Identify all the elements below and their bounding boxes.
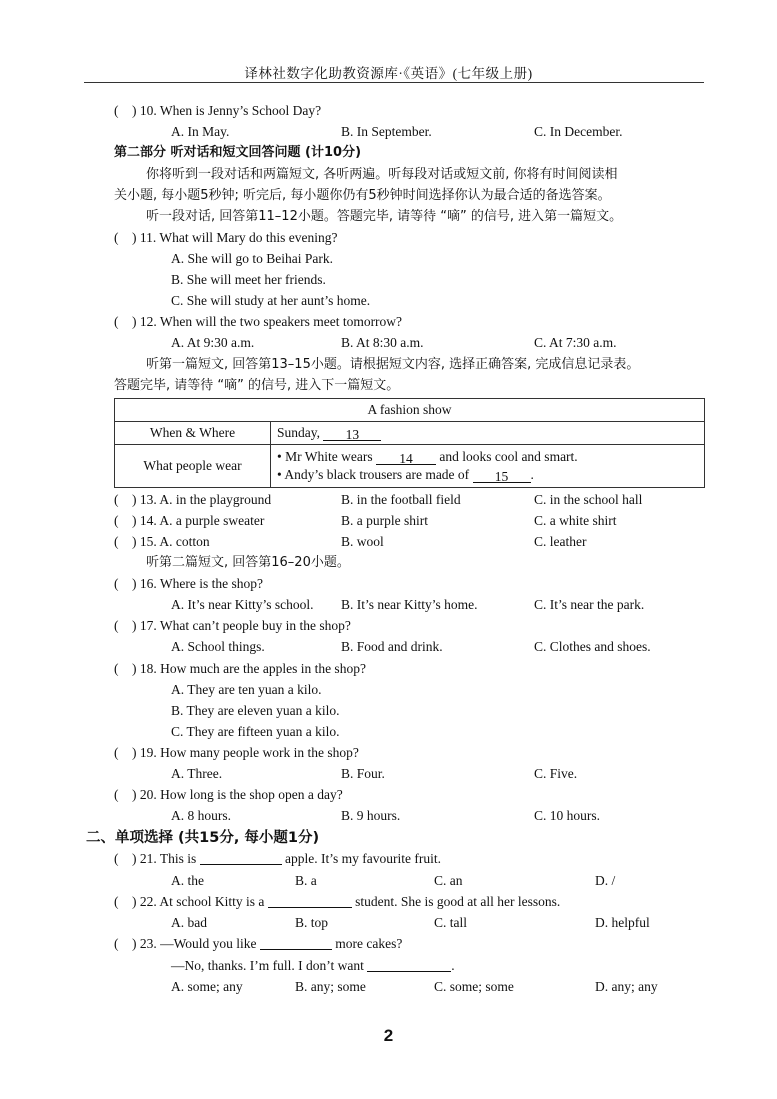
question-19-option-b: B. Four. [341,766,385,781]
answer-blank-23b[interactable] [367,957,451,972]
wear-row2-prefix: • Andy’s black trousers are made of [277,467,470,482]
question-16-option-b: B. It’s near Kitty’s home. [341,597,478,612]
question-18-option-c: C. They are fifteen yuan a kilo. [171,724,340,739]
question-21-option-a: A. the [171,873,204,888]
question-22-option-b: B. top [295,915,329,930]
question-23-line2 [171,957,455,975]
header-divider [84,82,704,83]
question-14-stem: ( ) 14. A. a purple sweater [114,513,265,528]
question-11-option-b: B. She will meet her friends. [171,272,326,287]
question-10-option-c: C. In December. [534,124,623,139]
question-23-line2-suffix: . [451,958,455,973]
question-16-stem: ( ) 16. Where is the shop? [114,576,263,591]
question-20-option-c: C. 10 hours. [534,808,601,823]
when-where-label: When & Where [115,422,271,445]
question-19-stem: ( ) 19. How many people work in the shop? [114,745,359,760]
question-17-option-c: C. Clothes and shoes. [534,639,651,654]
question-12-option-c: C. At 7:30 a.m. [534,335,617,350]
passage1-intro-line2: 答题完毕, 请等待 “嘀” 的信号, 进入下一篇短文。 [114,378,400,393]
answer-blank-23a[interactable] [260,935,332,950]
question-18-option-b: B. They are eleven yuan a kilo. [171,703,340,718]
question-13-stem: ( ) 13. A. in the playground [114,492,272,507]
question-17-stem: ( ) 17. What can’t people buy in the shop? [114,618,351,633]
question-15-option-c: C. leather [534,534,587,549]
question-14-option-b: B. a purple shirt [341,513,428,528]
question-21-option-c: C. an [434,873,463,888]
answer-blank-15[interactable]: 15 [473,468,531,483]
answer-blank-22[interactable] [268,893,352,908]
question-14-option-c: C. a white shirt [534,513,617,528]
question-17-option-a: A. School things. [171,639,265,654]
section2-title: 二、单项选择 (共15分, 每小题1分) [86,830,320,846]
wear-row2-suffix: . [530,467,534,482]
what-people-wear-value [271,445,705,488]
question-16-option-c: C. It’s near the park. [534,597,645,612]
question-12-option-b: B. At 8:30 a.m. [341,335,424,350]
question-10-stem: ( ) 10. When is Jenny’s School Day? [114,103,322,118]
table-title: A fashion show [115,399,705,422]
wear-row1-suffix: and looks cool and smart. [439,449,578,464]
question-11-stem: ( ) 11. What will Mary do this evening? [114,230,338,245]
part2-title: 第二部分 听对话和短文回答问题 (计10分) [114,145,362,160]
question-22-option-d: D. helpful [595,915,650,930]
question-11-option-c: C. She will study at her aunt’s home. [171,293,371,308]
answer-blank-21[interactable] [200,850,282,865]
question-20-option-b: B. 9 hours. [341,808,401,823]
question-20-option-a: A. 8 hours. [171,808,231,823]
question-23-stem [114,935,402,953]
when-where-value [271,422,705,445]
wear-row1-prefix: • Mr White wears [277,449,373,464]
question-10-option-a: A. In May. [171,124,230,139]
question-21-option-b: B. a [295,873,317,888]
question-17-option-b: B. Food and drink. [341,639,443,654]
passage2-intro: 听第二篇短文, 回答第16–20小题。 [146,555,350,570]
question-22-option-a: A. bad [171,915,207,930]
question-10-option-b: B. In September. [341,124,432,139]
question-21-stem [114,850,441,868]
question-22-option-c: C. tall [434,915,467,930]
question-16-option-a: A. It’s near Kitty’s school. [171,597,314,612]
question-21-option-d: D. / [595,873,616,888]
question-23-prefix: ( ) 23. —Would you like [114,936,257,951]
question-21-suffix: apple. It’s my favourite fruit. [285,851,441,866]
question-11-option-a: A. She will go to Beihai Park. [171,251,333,266]
question-23-option-b: B. any; some [295,979,366,994]
question-20-stem: ( ) 20. How long is the shop open a day? [114,787,343,802]
question-22-prefix: ( ) 22. At school Kitty is a [114,894,265,909]
question-21-prefix: ( ) 21. This is [114,851,197,866]
fashion-show-table [114,398,705,488]
question-18-stem: ( ) 18. How much are the apples in the shop? [114,661,366,676]
page-header: 译林社数字化助教资源库·《英语》(七年级上册) [244,66,533,81]
question-23-suffix: more cakes? [335,936,403,951]
answer-blank-14[interactable]: 14 [376,450,436,465]
question-19-option-c: C. Five. [534,766,578,781]
question-23-option-d: D. any; any [595,979,658,994]
question-13-option-b: B. in the football field [341,492,461,507]
part2-intro-line2: 关小题, 每小题5秒钟; 听完后, 每小题你仍有5秒钟时间选择你认为最合适的备选答案。 [114,188,611,203]
question-15-option-b: B. wool [341,534,384,549]
question-23-option-a: A. some; any [171,979,243,994]
question-12-option-a: A. At 9:30 a.m. [171,335,255,350]
question-23-line2-prefix: —No, thanks. I’m full. I don’t want [171,958,364,973]
when-prefix: Sunday, [277,425,320,440]
question-18-option-a: A. They are ten yuan a kilo. [171,682,322,697]
question-12-stem: ( ) 12. When will the two speakers meet tomorrow? [114,314,403,329]
question-23-option-c: C. some; some [434,979,514,994]
what-people-wear-label: What people wear [115,445,271,488]
part2-intro-line3: 听一段对话, 回答第11–12小题。答题完毕, 请等待 “嘀” 的信号, 进入第一篇短文。 [146,209,623,224]
passage1-intro-line1: 听第一篇短文, 回答第13–15小题。请根据短文内容, 选择正确答案, 完成信息记录表。 [146,357,640,372]
question-13-option-c: C. in the school hall [534,492,643,507]
question-19-option-a: A. Three. [171,766,223,781]
page-number: 2 [383,1026,394,1045]
part2-intro-line1: 你将听到一段对话和两篇短文, 各听两遍。听每段对话或短文前, 你将有时间阅读相 [146,167,618,182]
question-15-stem: ( ) 15. A. cotton [114,534,210,549]
question-22-suffix: student. She is good at all her lessons. [355,894,561,909]
answer-blank-13[interactable]: 13 [323,426,381,441]
question-22-stem [114,893,560,911]
